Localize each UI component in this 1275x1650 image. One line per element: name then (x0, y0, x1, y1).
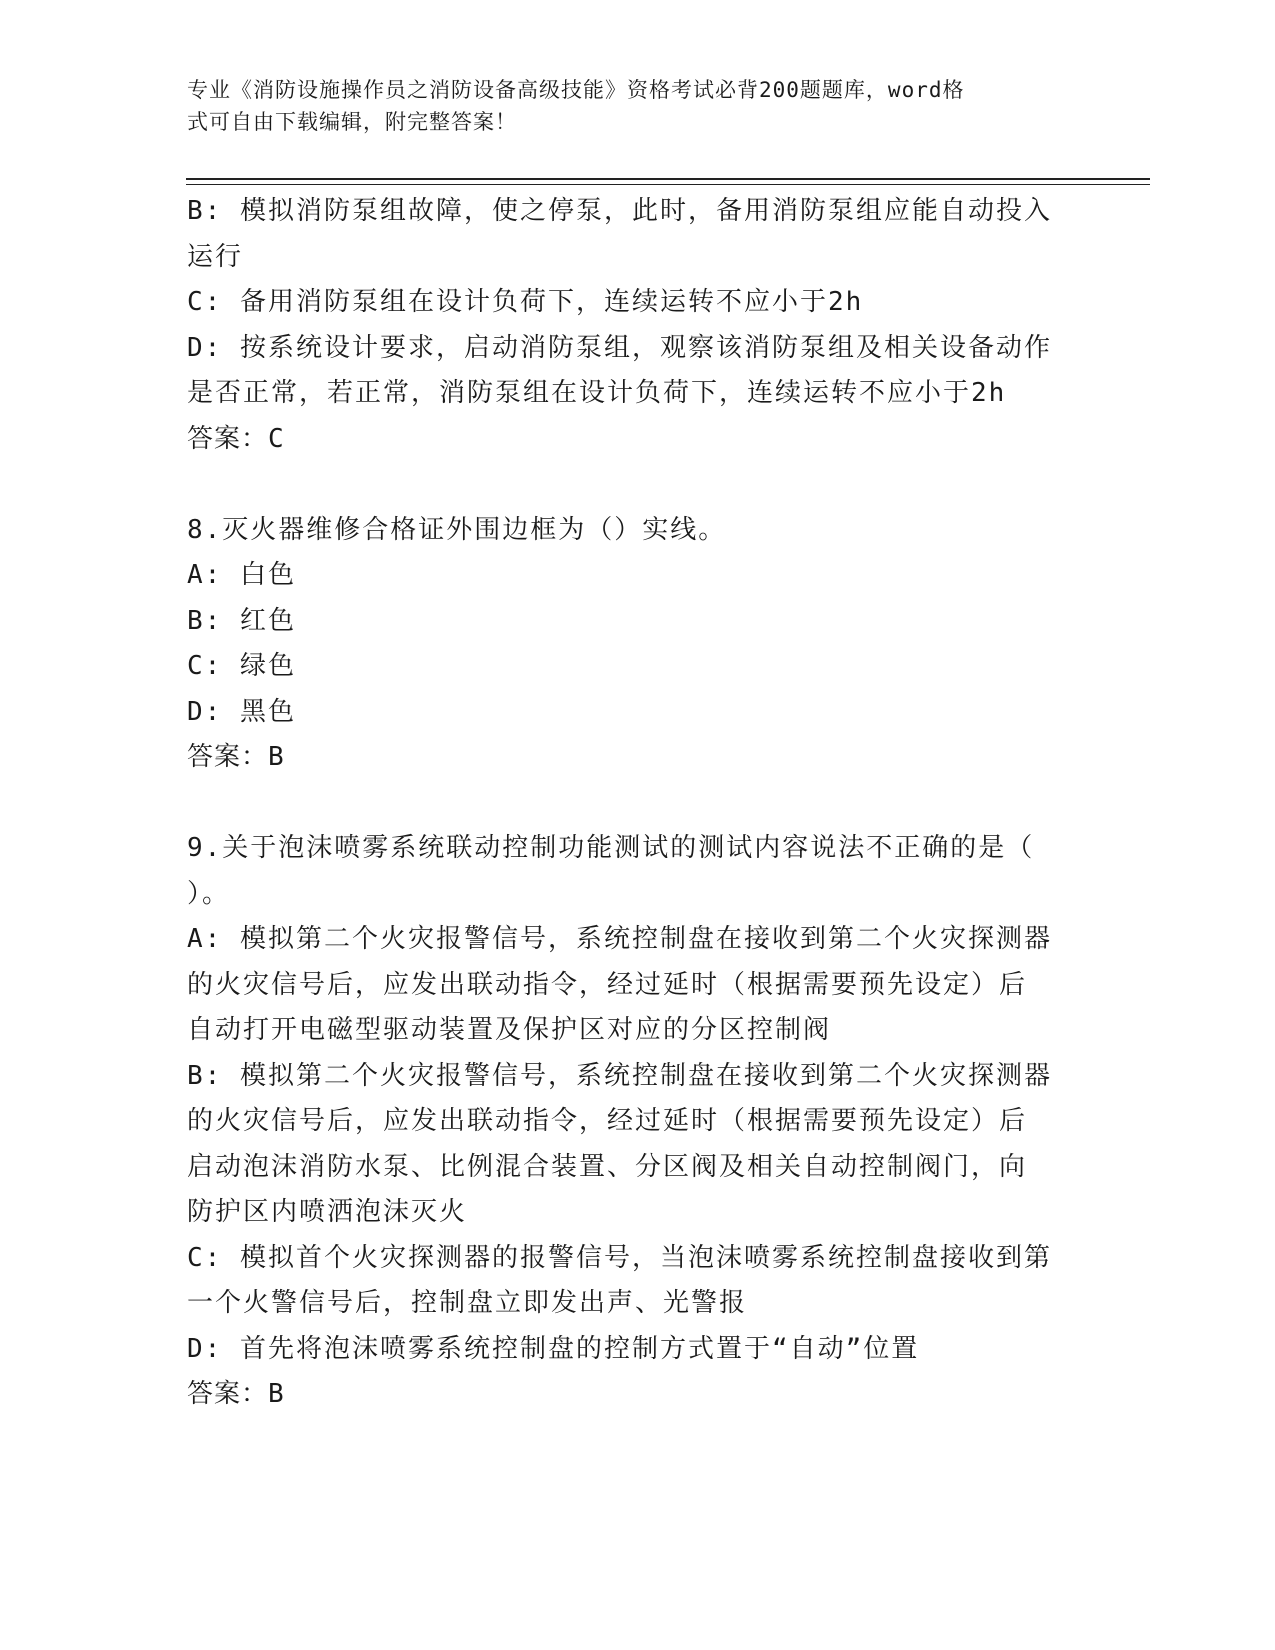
option-c-line-1: C: 模拟首个火灾探测器的报警信号，当泡沫喷雾系统控制盘接收到第 (187, 1242, 1052, 1273)
option-d-line-2: 是否正常，若正常，消防泵组在设计负荷下，连续运转不应小于2h (187, 378, 1007, 408)
question-text-line-1: 9.关于泡沫喷雾系统联动控制功能测试的测试内容说法不正确的是（ (187, 833, 1035, 863)
header-line-2: 式可自由下载编辑，附完整答案！ (187, 110, 517, 134)
spacer (187, 781, 1077, 827)
answer: 答案：B (187, 1379, 285, 1409)
option-c: C: 绿色 (187, 651, 296, 681)
option-d: D: 黑色 (187, 696, 296, 727)
document-body (187, 189, 1077, 1418)
option-c: C: 备用消防泵组在设计负荷下，连续运转不应小于2h (187, 287, 864, 317)
option-a: A: 白色 (187, 560, 296, 590)
answer: 答案：B (187, 742, 285, 772)
option-a-line-2: 的火灾信号后，应发出联动指令，经过延时（根据需要预先设定）后 (187, 969, 1028, 1000)
option-d: D: 首先将泡沫喷雾系统控制盘的控制方式置于“自动”位置 (187, 1333, 920, 1364)
question-8 (187, 508, 1077, 781)
option-a-line-1: A: 模拟第二个火灾报警信号，系统控制盘在接收到第二个火灾探测器 (187, 924, 1052, 954)
option-b-line-1: B: 模拟第二个火灾报警信号，系统控制盘在接收到第二个火灾探测器 (187, 1060, 1052, 1091)
header-divider-thick (186, 178, 1150, 180)
option-b-line-2: 的火灾信号后，应发出联动指令，经过延时（根据需要预先设定）后 (187, 1106, 1028, 1136)
header-divider-thin (186, 184, 1150, 185)
option-b: B: 红色 (187, 605, 296, 636)
option-b-line-3: 启动泡沫消防水泵、比例混合装置、分区阀及相关自动控制阀门，向 (187, 1151, 1028, 1182)
question-7-continued (187, 189, 1077, 462)
answer: 答案：C (187, 423, 285, 454)
header-line-1: 专业《消防设施操作员之消防设备高级技能》资格考试必背200题题库，word格 (187, 78, 965, 102)
option-b-line-2: 运行 (187, 241, 244, 272)
question-text: 8.灭火器维修合格证外围边框为（）实线。 (187, 514, 727, 545)
option-d-line-1: D: 按系统设计要求，启动消防泵组，观察该消防泵组及相关设备动作 (187, 332, 1052, 363)
spacer (187, 462, 1077, 508)
question-text-line-2: ）。 (187, 878, 231, 909)
option-a-line-3: 自动打开电磁型驱动装置及保护区对应的分区控制阀 (187, 1015, 832, 1045)
option-b-line-4: 防护区内喷洒泡沫灭火 (187, 1197, 468, 1227)
document-header (187, 74, 1067, 138)
question-9 (187, 826, 1077, 1418)
option-b-line-1: B: 模拟消防泵组故障，使之停泵，此时，备用消防泵组应能自动投入 (187, 196, 1052, 226)
option-c-line-2: 一个火警信号后，控制盘立即发出声、光警报 (187, 1288, 748, 1318)
